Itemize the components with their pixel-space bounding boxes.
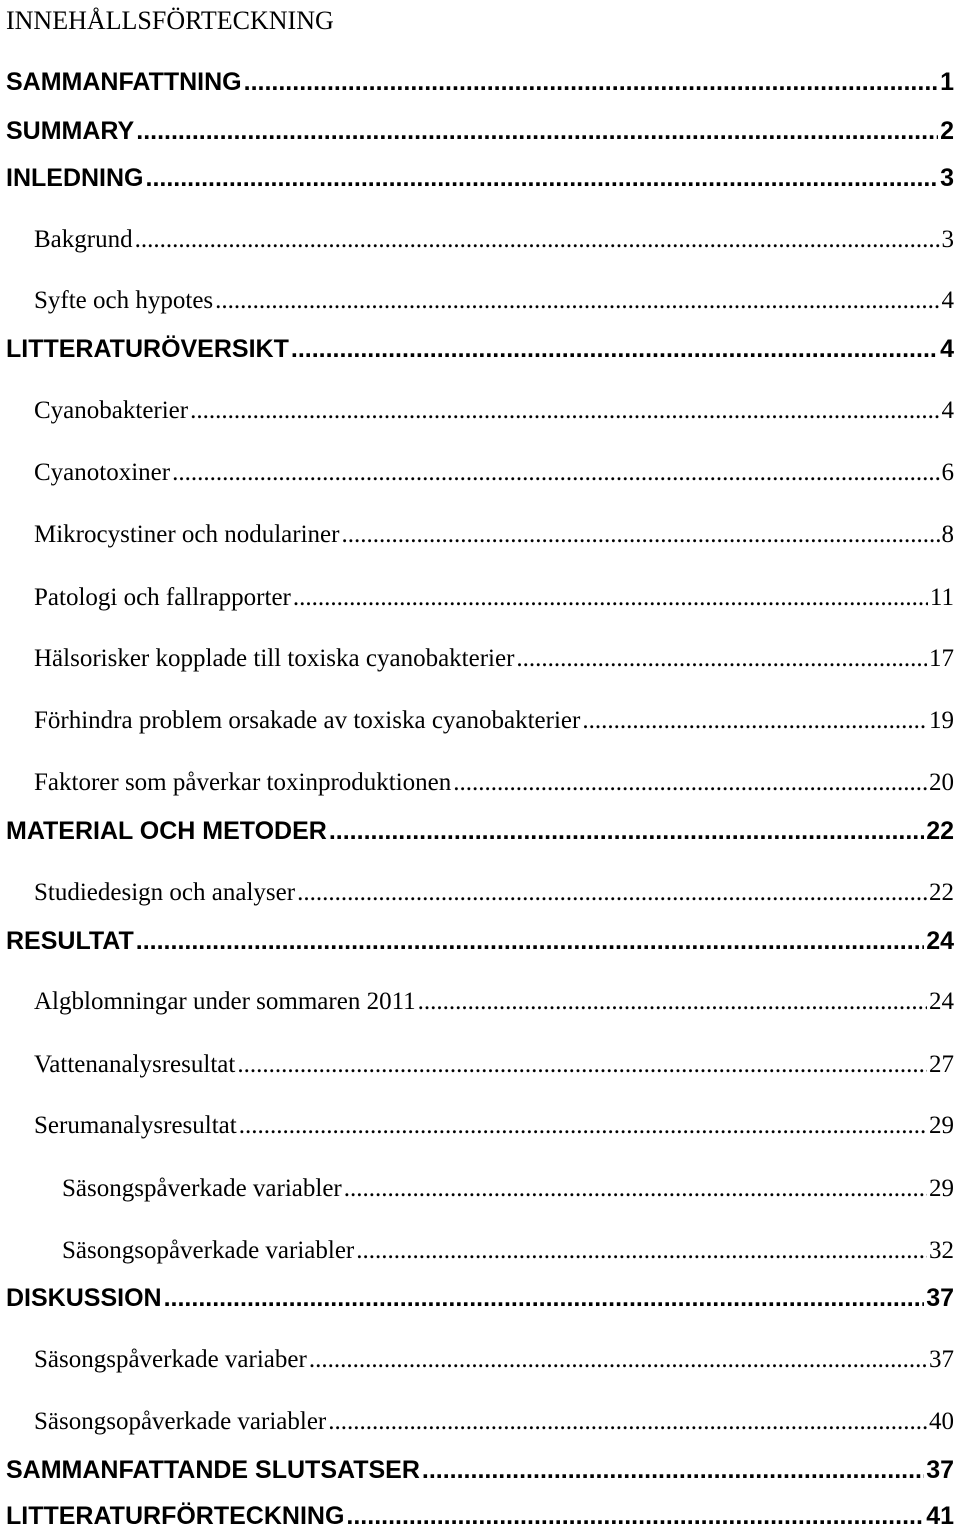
toc-page-number: 22 [926,817,954,845]
toc-entry-title: Faktorer som påverkar toxinproduktionen [34,769,452,796]
toc-page-number: 24 [929,988,954,1015]
toc-page-number: 4 [941,397,954,424]
toc-leader-dots [237,1049,927,1081]
toc-entry-serumanalysresultat[interactable] [34,1110,954,1142]
toc-entry-title: Algblomningar under sommaren 2011 [34,988,416,1015]
toc-entry-title: MATERIAL OCH METODER [6,817,327,845]
toc-entry-forhindra[interactable] [34,705,954,737]
toc-page-number: 29 [929,1112,954,1139]
toc-leader-dots [136,925,924,957]
toc-entry-title: Säsongsopåverkade variabler [34,1408,327,1435]
toc-leader-dots [516,643,927,675]
toc-page-number: 37 [926,1456,954,1484]
toc-page-number: 11 [929,584,954,611]
toc-entry-title: Syfte och hypotes [34,287,214,314]
toc-leader-dots [244,66,938,98]
toc-entry-vattenanalysresultat[interactable] [34,1049,954,1081]
toc-page-number: 4 [940,335,954,363]
toc-entry-bakgrund[interactable] [34,224,954,256]
toc-entry-title: Bakgrund [34,226,133,253]
toc-entry-title: Hälsorisker kopplade till toxiska cyanobakterier [34,645,515,672]
toc-entry-sammanfattande-slutsatser[interactable] [6,1454,954,1486]
toc-entry-sasongsopaverkade-variabler[interactable] [34,1406,954,1438]
toc-leader-dots [341,519,939,551]
toc-page-number: 8 [941,521,954,548]
toc-entry-studiedesign[interactable] [34,877,954,909]
toc-entry-title: Mikrocystiner och nodulariner [34,521,340,548]
toc-entry-litteraturforteckning[interactable] [6,1500,954,1532]
toc-page-number: 37 [929,1346,954,1373]
toc-entry-title: Förhindra problem orsakade av toxiska cyanobakterier [34,707,581,734]
toc-entry-title: Studiedesign och analyser [34,879,296,906]
toc-entry-summary[interactable] [6,115,954,147]
toc-entry-title: SAMMANFATTNING [6,68,242,96]
toc-entry-title: INLEDNING [6,164,144,192]
toc-entry-halsorisker[interactable] [34,643,954,675]
toc-leader-dots [356,1235,927,1267]
toc-page-number: 22 [929,879,954,906]
toc-page-number: 6 [941,459,954,486]
toc-entry-title: Säsongsopåverkade variabler [62,1237,355,1264]
toc-leader-dots [328,1406,927,1438]
toc-entry-title: LITTERATURÖVERSIKT [6,335,289,363]
toc-entry-title: LITTERATURFÖRTECKNING [6,1502,345,1530]
toc-leader-dots [346,1500,924,1532]
toc-page-number: 40 [929,1408,954,1435]
toc-leader-dots [293,582,928,614]
toc-page-number: 4 [941,287,954,314]
toc-entry-title: DISKUSSION [6,1284,162,1312]
toc-entry-cyanobakterier[interactable] [34,395,954,427]
toc-entry-mikrocystiner[interactable] [34,519,954,551]
toc-page-number: 41 [926,1502,954,1530]
toc-leader-dots [239,1110,927,1142]
toc-entry-litteraturoversikt[interactable] [6,333,954,365]
toc-leader-dots [309,1344,927,1376]
toc-leader-dots [291,333,938,365]
toc-leader-dots [297,877,927,909]
toc-page-number: 3 [941,226,954,253]
toc-entry-title: Säsongspåverkade variaber [34,1346,307,1373]
toc-leader-dots [190,395,939,427]
toc-entry-title: Patologi och fallrapporter [34,584,291,611]
toc-leader-dots [135,224,940,256]
toc-leader-dots [164,1282,925,1314]
toc-page-number: 3 [940,164,954,192]
toc-page-number: 24 [926,927,954,955]
toc-entry-patologi[interactable] [34,582,954,614]
toc-entry-syfte[interactable] [34,285,954,317]
toc-entry-cyanotoxiner[interactable] [34,457,954,489]
toc-entry-material-och-metoder[interactable] [6,815,954,847]
toc-heading: INNEHÅLLSFÖRTECKNING [6,6,334,35]
toc-leader-dots [422,1454,924,1486]
toc-page-number: 20 [929,769,954,796]
toc-entry-title: Cyanobakterier [34,397,189,424]
toc-leader-dots [582,705,927,737]
toc-entry-inledning[interactable] [6,162,954,194]
toc-leader-dots [329,815,924,847]
toc-page-number: 27 [929,1051,954,1078]
toc-entry-title: SUMMARY [6,117,135,145]
toc-page-number: 1 [940,68,954,96]
toc-page-number: 2 [940,117,954,145]
toc-page-number: 19 [929,707,954,734]
toc-entry-title: SAMMANFATTANDE SLUTSATSER [6,1456,420,1484]
toc-entry-faktorer[interactable] [34,767,954,799]
toc-entry-sasongspaverkade[interactable] [62,1173,954,1205]
toc-entry-title: Serumanalysresultat [34,1112,237,1139]
toc-entry-title: Säsongspåverkade variabler [62,1175,342,1202]
toc-leader-dots [136,115,938,147]
toc-page-number: 37 [926,1284,954,1312]
toc-entry-sammanfattning[interactable] [6,66,954,98]
toc-entry-diskussion[interactable] [6,1282,954,1314]
toc-entry-algblomningar[interactable] [34,986,954,1018]
toc-entry-title: Cyanotoxiner [34,459,171,486]
toc-leader-dots [215,285,939,317]
toc-page-number: 29 [929,1175,954,1202]
toc-leader-dots [344,1173,927,1205]
toc-entry-title: RESULTAT [6,927,134,955]
toc-leader-dots [453,767,927,799]
toc-page-number: 17 [929,645,954,672]
toc-entry-title: Vattenanalysresultat [34,1051,236,1078]
toc-page-number: 32 [929,1237,954,1264]
toc-entry-sasongsopaverkade[interactable] [62,1235,954,1267]
toc-leader-dots [146,162,939,194]
toc-entry-sasongspaverkade-variaber[interactable] [34,1344,954,1376]
toc-leader-dots [172,457,939,489]
toc-leader-dots [418,986,927,1018]
toc-entry-resultat[interactable] [6,925,954,957]
